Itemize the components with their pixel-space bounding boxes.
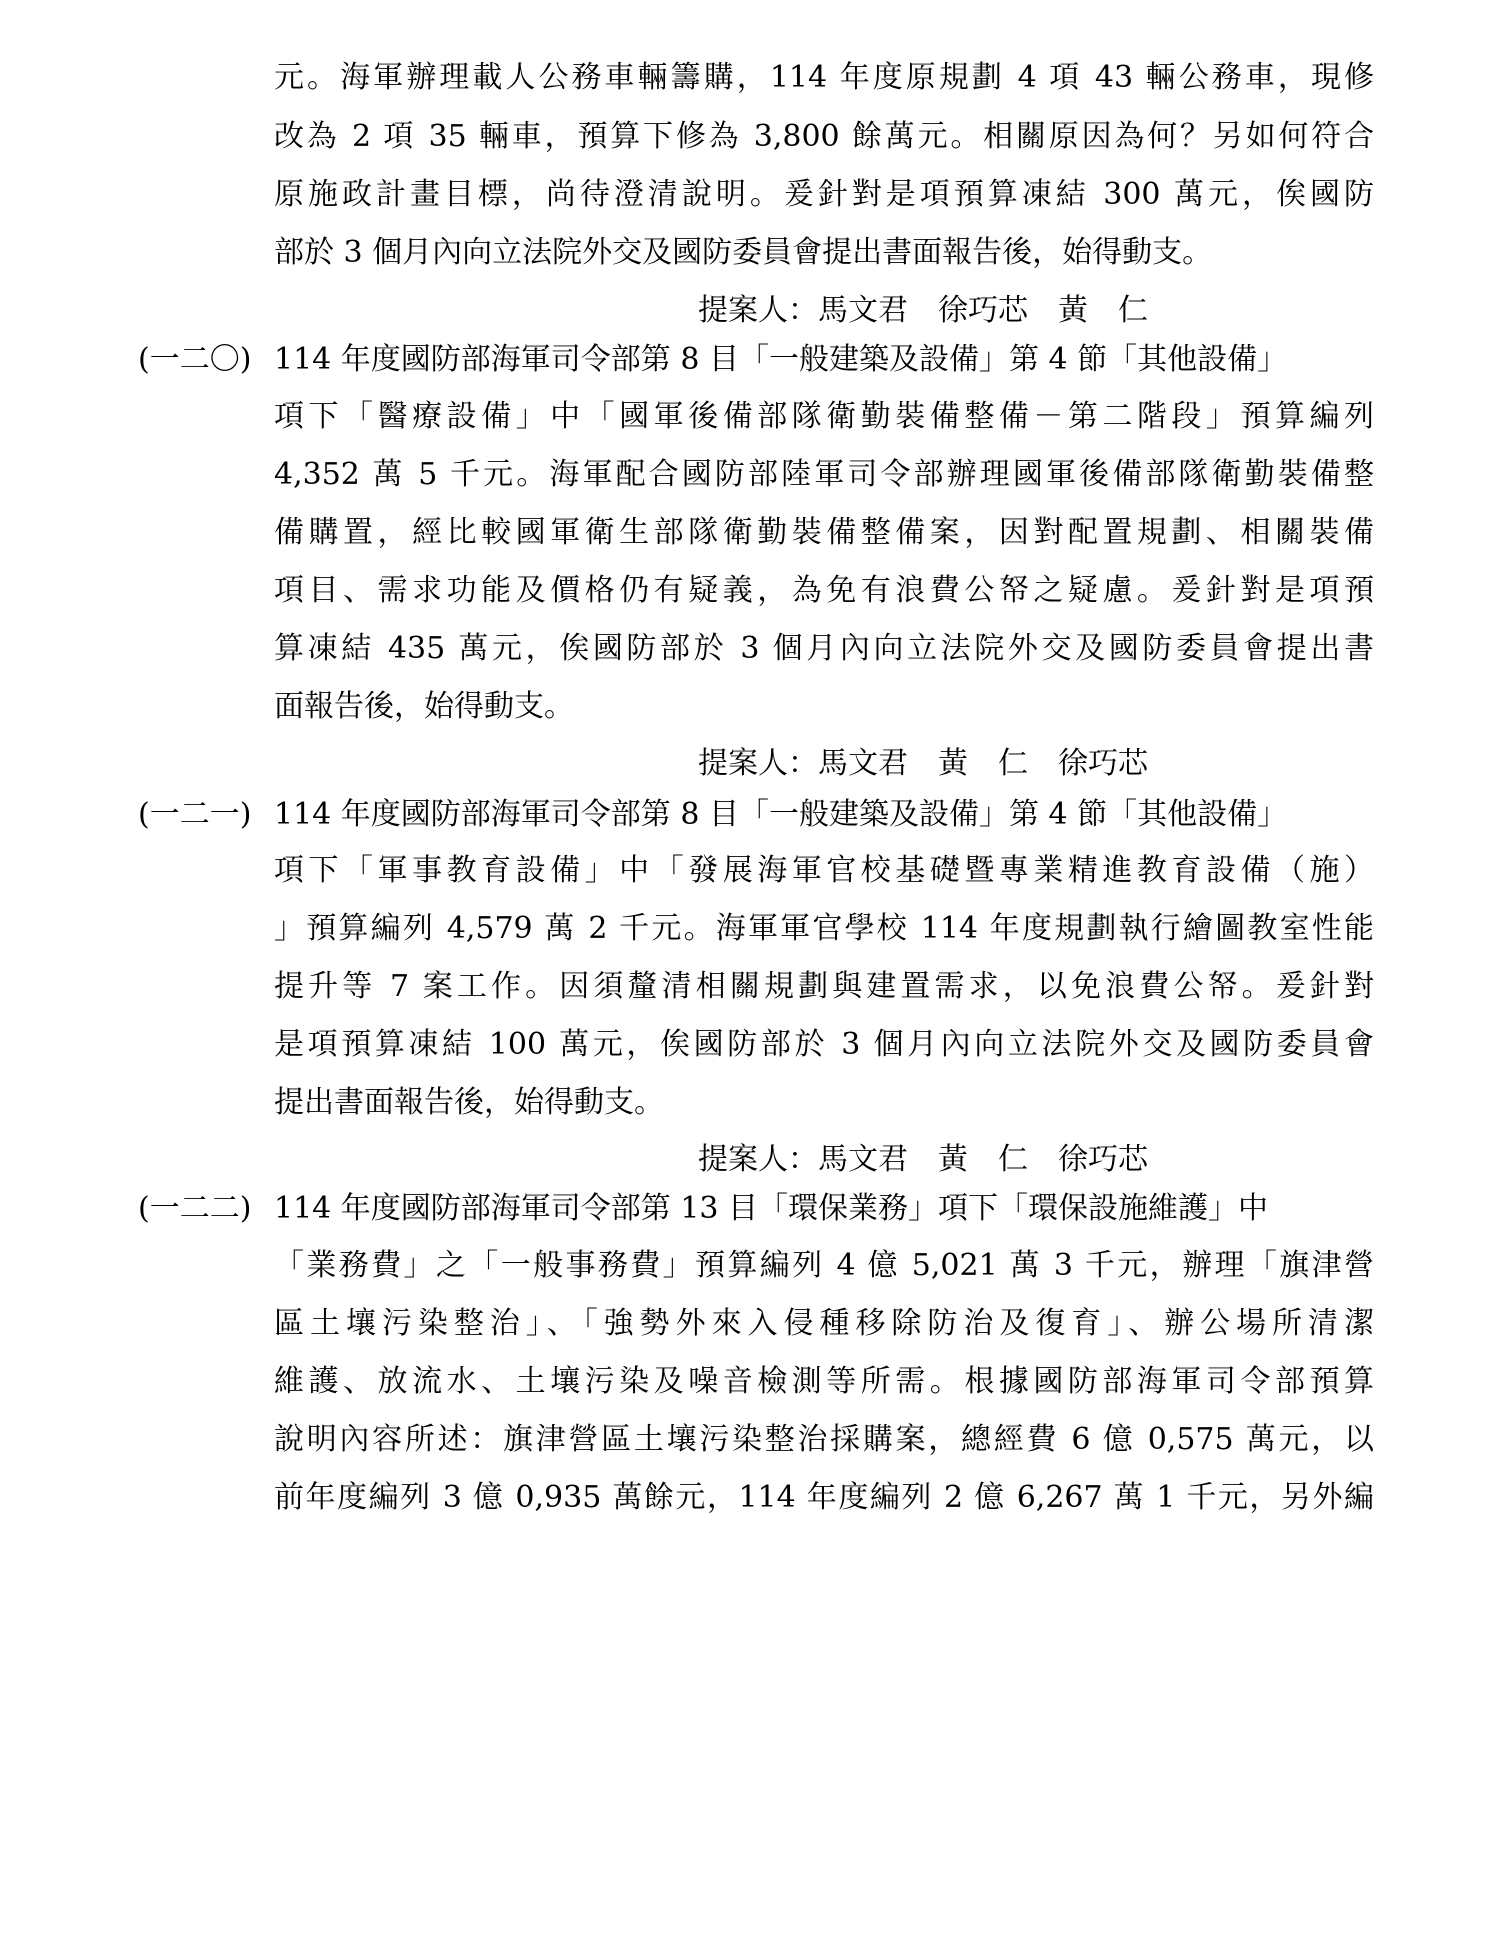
proposer-signature: 提案人：馬文君 黃 仁 徐巧芯	[698, 746, 1148, 781]
paragraph-line: 算凍結 435 萬元，俟國防部於 3 個月內向立法院外交及國防委員會提出書	[274, 631, 1374, 666]
paragraph-line: 原施政計畫目標，尚待澄清說明。爰針對是項預算凍結 300 萬元，俟國防	[274, 177, 1374, 212]
item-number: (一二〇)	[138, 342, 252, 377]
paragraph-line: 提升等 7 案工作。因須釐清相關規劃與建置需求，以免浪費公帑。爰針對	[274, 969, 1374, 1004]
item-first-line: 114 年度國防部海軍司令部第 13 目「環保業務」項下「環保設施維護」中	[274, 1191, 1269, 1226]
paragraph-line: 維護、放流水、土壤污染及噪音檢測等所需。根據國防部海軍司令部預算	[274, 1364, 1374, 1399]
item-first-line: 114 年度國防部海軍司令部第 8 目「一般建築及設備」第 4 節「其他設備」	[274, 797, 1288, 832]
item-number: (一二一)	[138, 797, 252, 832]
paragraph-line: 元。海軍辦理載人公務車輛籌購，114 年度原規劃 4 項 43 輛公務車，現修	[274, 60, 1374, 95]
paragraph-line: 區土壤污染整治」、「強勢外來入侵種移除防治及復育」、辦公場所清潔	[274, 1306, 1374, 1341]
item-heading-line	[138, 340, 1287, 380]
paragraph-line: 4,352 萬 5 千元。海軍配合國防部陸軍司令部辦理國軍後備部隊衛勤裝備整	[274, 457, 1374, 492]
paragraph-line: 提出書面報告後，始得動支。	[274, 1085, 664, 1120]
paragraph-line: 前年度編列 3 億 0,935 萬餘元，114 年度編列 2 億 6,267 萬 1 千元，另外編	[274, 1480, 1374, 1515]
item-heading-line	[138, 1189, 1268, 1229]
paragraph-line: 備購置，經比較國軍衛生部隊衛勤裝備整備案，因對配置規劃、相關裝備	[274, 515, 1374, 550]
paragraph-line: 說明內容所述：旗津營區土壤污染整治採購案，總經費 6 億 0,575 萬元，以	[274, 1422, 1374, 1457]
paragraph-line: 部於 3 個月內向立法院外交及國防委員會提出書面報告後，始得動支。	[274, 235, 1213, 270]
item-number: (一二二)	[138, 1191, 252, 1226]
proposer-signature: 提案人：馬文君 黃 仁 徐巧芯	[698, 1142, 1148, 1177]
paragraph-line: 是項預算凍結 100 萬元，俟國防部於 3 個月內向立法院外交及國防委員會	[274, 1027, 1374, 1062]
paragraph-line: 「業務費」之「一般事務費」預算編列 4 億 5,021 萬 3 千元，辦理「旗津營	[274, 1248, 1374, 1283]
paragraph-line: 」預算編列 4,579 萬 2 千元。海軍軍官學校 114 年度規劃執行繪圖教室性能	[274, 911, 1374, 946]
paragraph-line: 項目、需求功能及價格仍有疑義，為免有浪費公帑之疑慮。爰針對是項預	[274, 573, 1374, 608]
paragraph-line: 面報告後，始得動支。	[274, 689, 574, 724]
item-first-line: 114 年度國防部海軍司令部第 8 目「一般建築及設備」第 4 節「其他設備」	[274, 342, 1288, 377]
paragraph-line: 改為 2 項 35 輛車，預算下修為 3,800 餘萬元。相關原因為何？另如何符合	[274, 119, 1374, 154]
proposer-signature: 提案人：馬文君 徐巧芯 黃 仁	[698, 293, 1148, 328]
paragraph-line: 項下「軍事教育設備」中「發展海軍官校基礎暨專業精進教育設備（施）	[274, 853, 1374, 888]
item-heading-line	[138, 795, 1287, 835]
paragraph-line: 項下「醫療設備」中「國軍後備部隊衛勤裝備整備－第二階段」預算編列	[274, 399, 1374, 434]
